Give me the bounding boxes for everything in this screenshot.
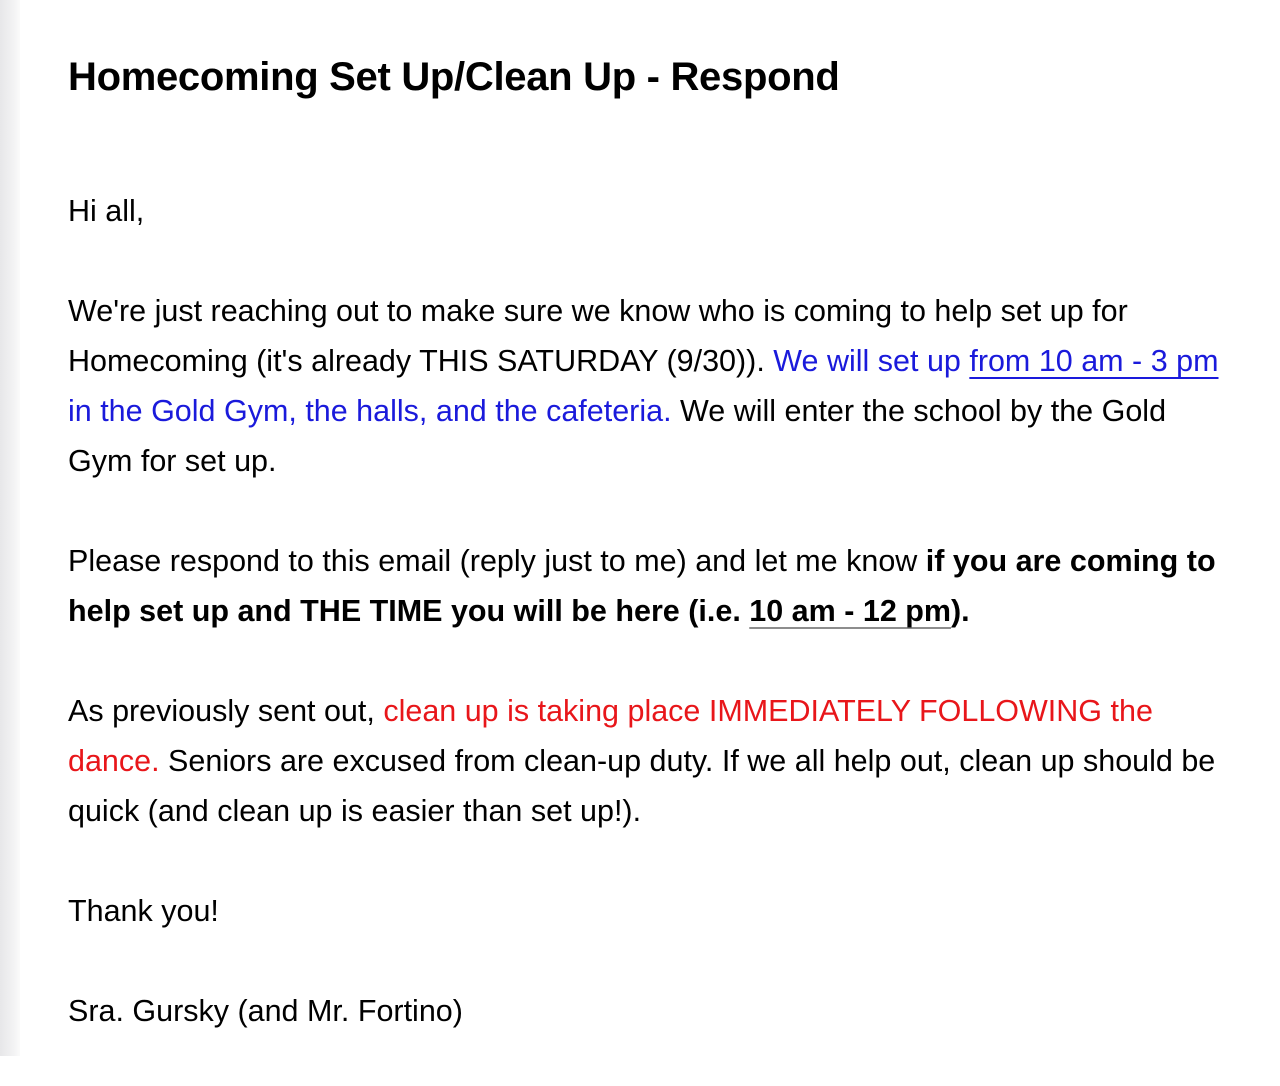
setup-details-suffix: in the Gold Gym, the halls, and the cafeteria.	[68, 394, 672, 428]
cleanup-highlight: clean up is taking place IMMEDIATELY FOLLOWING the dance.	[68, 694, 1153, 778]
closing: Thank you!	[68, 894, 219, 928]
left-edge-strip	[0, 0, 20, 1056]
signature: Sra. Gursky (and Mr. Fortino)	[68, 994, 463, 1028]
cleanup-paragraph	[68, 686, 1233, 836]
cleanup-intro: As previously sent out,	[68, 694, 384, 728]
greeting: Hi all,	[68, 194, 145, 228]
email-body	[68, 186, 1233, 1086]
example-time-link[interactable]: 10 am - 12 pm	[749, 594, 952, 628]
setup-intro: We're just reaching out to make sure we know who is coming to help set up for Homecoming (it's already THIS SATURDAY (9/30)).	[68, 294, 1128, 378]
respond-emphasis-prefix: if you are coming to help set up and THE TIME you will be here (i.e.	[68, 544, 1216, 628]
setup-outro: We will enter the school by the Gold Gym for set up.	[68, 394, 1167, 478]
setup-details-prefix: We will set up	[773, 344, 970, 378]
cleanup-outro: Seniors are excused from clean-up duty. If we all help out, clean up should be quick (and clean up is easier than set up!).	[68, 744, 1216, 828]
respond-paragraph	[68, 536, 1233, 636]
setup-paragraph	[68, 286, 1233, 486]
email-subject: Homecoming Set Up/Clean Up - Respond	[68, 55, 840, 99]
setup-time-link[interactable]: from 10 am - 3 pm	[969, 344, 1219, 378]
respond-intro: Please respond to this email (reply just to me) and let me know	[68, 544, 926, 578]
respond-emphasis-suffix: ).	[951, 594, 970, 628]
